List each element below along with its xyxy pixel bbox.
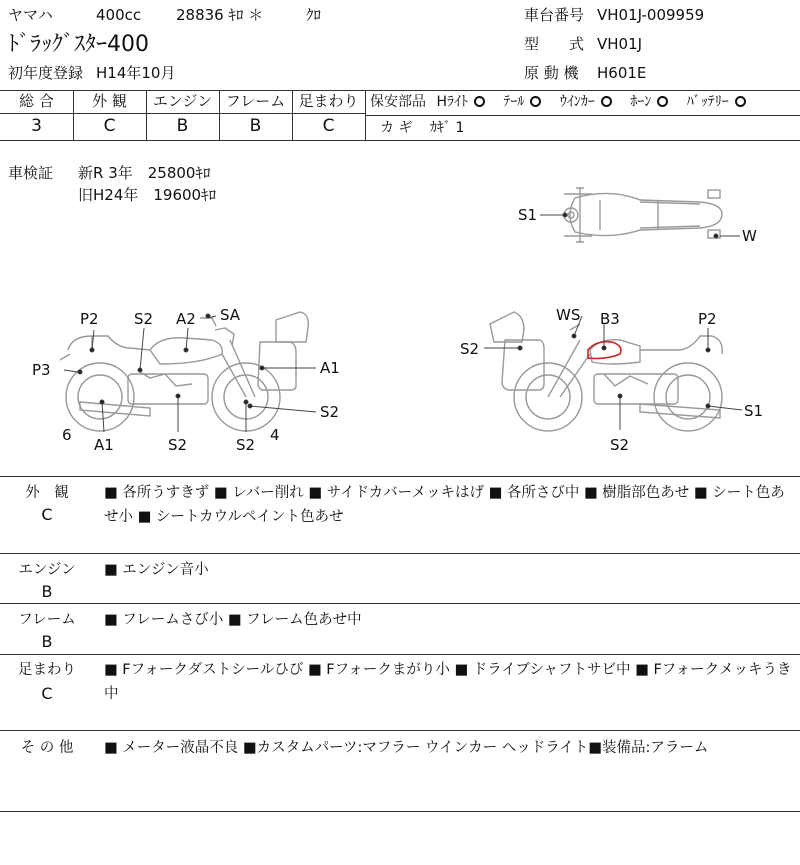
frame-number-label: 車台番号 <box>524 6 585 24</box>
left-p2-label: P2 <box>80 310 99 328</box>
exterior-grade-label: 外 観 <box>92 92 127 110</box>
suspension-grade-label: 足まわり <box>298 92 359 110</box>
frame-category-grade: B <box>41 632 53 651</box>
frame-grade-label: フレーム <box>225 92 286 110</box>
other-remarks: ■ メーター液晶不良 ■カスタムパーツ:マフラー ウインカー ヘッドライト■装備品:アラーム <box>104 740 709 756</box>
overall-grade-value: 3 <box>31 116 42 136</box>
left-s2-top-label: S2 <box>134 310 154 328</box>
left-6-label: 6 <box>62 426 72 444</box>
right-p2-label: P2 <box>698 310 717 328</box>
battery-ok-circle-icon <box>735 96 746 107</box>
body-color: ｸﾛ <box>306 6 322 24</box>
safety-parts-label: 保安部品 <box>370 94 426 110</box>
left-p3-label: P3 <box>32 361 51 379</box>
damage-diagram <box>0 140 800 475</box>
right-b3-label: B3 <box>600 310 620 328</box>
right-s1-label: S1 <box>744 402 764 420</box>
right-s2-left-label: S2 <box>460 340 480 358</box>
right-ws-label: WS <box>556 306 581 324</box>
first-registration-value: H14年10月 <box>96 64 176 82</box>
headlight-ok-circle-icon <box>474 96 485 107</box>
frame-number-value: VH01J-009959 <box>597 6 705 24</box>
suspension-category: 足まわり <box>18 662 76 678</box>
bike-top-view <box>564 188 722 242</box>
left-s2-bottom-label: S2 <box>168 436 188 454</box>
tail-ok-circle-icon <box>530 96 541 107</box>
frame-category: フレーム <box>18 612 76 628</box>
left-s2-right-label: S2 <box>320 403 340 421</box>
frame-grade-value: B <box>249 116 262 136</box>
exterior-category: 外 観 <box>25 485 69 501</box>
safety-parts-row <box>370 95 750 109</box>
right-s2-bottom-label: S2 <box>610 436 630 454</box>
left-a2-label: A2 <box>176 310 196 328</box>
bike-left-view <box>60 312 308 431</box>
key-label: カ ギ <box>380 120 413 136</box>
exterior-category-grade: C <box>41 505 53 524</box>
inspection-label: 車検証 <box>8 164 54 182</box>
left-a1-right-label: A1 <box>320 359 340 377</box>
engine-remarks: ■ エンジン音小 <box>104 562 209 578</box>
suspension-grade-value: C <box>322 116 335 136</box>
other-category: そ の 他 <box>20 740 74 756</box>
frame-remarks: ■ フレームさび小 ■ フレーム色あせ中 <box>104 612 362 628</box>
left-sa-label: SA <box>220 306 241 324</box>
top-w-label: W <box>742 227 757 245</box>
displacement: 400cc <box>96 6 142 24</box>
top-s1-label: S1 <box>518 206 538 224</box>
suspension-category-grade: C <box>41 684 53 703</box>
exterior-grade-value: C <box>103 116 116 136</box>
left-4-label: 4 <box>270 426 280 444</box>
left-a1-bottom-label: A1 <box>94 436 114 454</box>
suspension-remarks: ■ Fフォークダストシールひび ■ Fフォークまがり小 ■ ドライブシャフトサビ中 ■ Fフォークメッキうき中 <box>104 662 792 702</box>
inspection-new: 新R 3年 25800ｷﾛ <box>78 164 211 182</box>
engine-model-value: H601E <box>597 64 647 82</box>
maker: ヤマハ <box>8 6 53 24</box>
safety-item-headlight: Hﾗｲﾄ <box>436 94 468 110</box>
winker-ok-circle-icon <box>601 96 612 107</box>
engine-model-label: 原 動 機 <box>524 64 579 82</box>
mileage: 28836 ｷﾛ ＊ <box>176 6 264 24</box>
key-value: ｶｷﾞ 1 <box>430 120 465 136</box>
left-s2-bottom2-label: S2 <box>236 436 256 454</box>
safety-item-winker: ｳｲﾝｶｰ <box>559 94 595 110</box>
safety-item-tail: ﾃｰﾙ <box>503 94 525 110</box>
safety-item-horn: ﾎｰﾝ <box>630 94 652 110</box>
inspection-old: 旧H24年 19600ｷﾛ <box>78 186 217 204</box>
engine-grade-label: エンジン <box>152 92 213 110</box>
model-code-label: 型 式 <box>524 35 585 53</box>
exterior-remarks: ■ 各所うすきず ■ レバー削れ ■ サイドカバーメッキはげ ■ 各所さび中 ■ 樹脂部色あせ ■ シート色あせ小 ■ シートカウルペイント色あせ <box>104 485 785 525</box>
safety-item-battery: ﾊﾞｯﾃﾘｰ <box>686 94 729 110</box>
horn-ok-circle-icon <box>657 96 668 107</box>
engine-grade-value: B <box>176 116 189 136</box>
first-registration-label: 初年度登録 <box>8 64 84 82</box>
engine-category: エンジン <box>18 562 76 578</box>
engine-category-grade: B <box>41 582 53 601</box>
bike-right-view <box>490 312 722 431</box>
model-code-value: VH01J <box>597 35 643 53</box>
model-name: ﾄﾞﾗｯｸﾞｽﾀｰ400 <box>8 32 149 57</box>
overall-grade-label: 総 合 <box>19 92 54 110</box>
